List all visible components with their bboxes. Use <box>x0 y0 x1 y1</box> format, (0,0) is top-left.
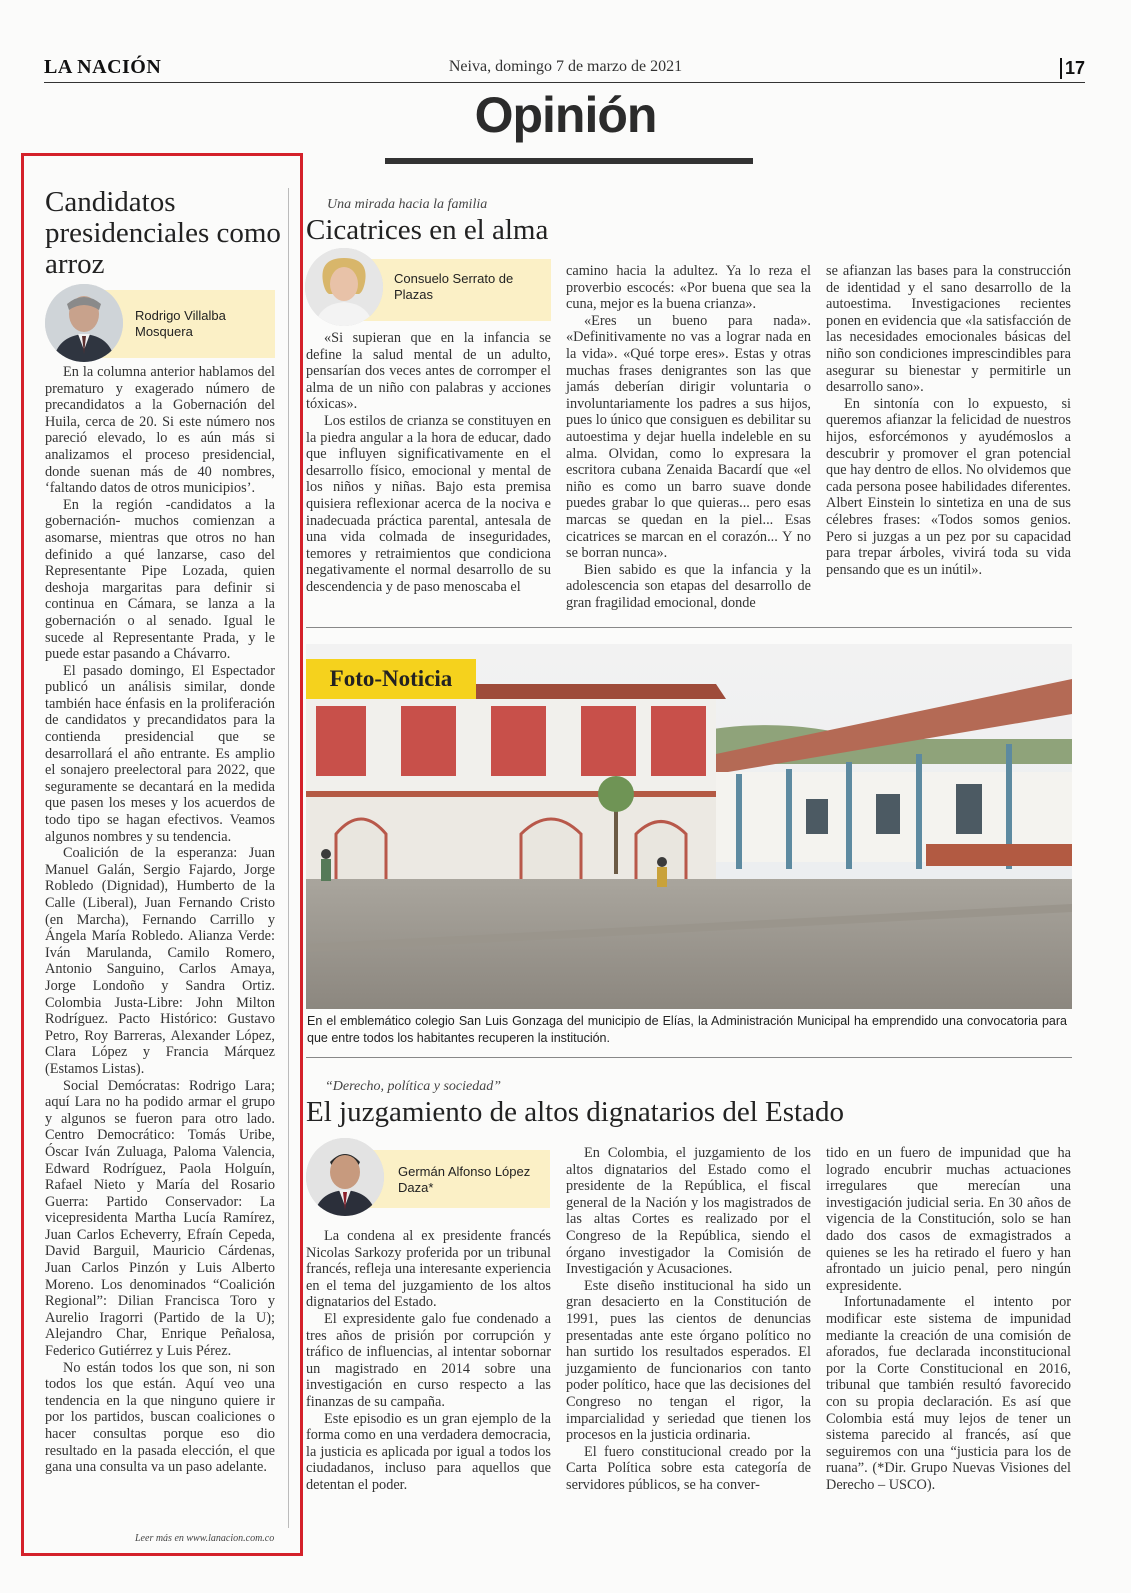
top-article-kicker: Una mirada hacia la familia <box>327 197 488 212</box>
section-divider <box>306 627 1072 628</box>
section-title: Opinión <box>474 87 657 143</box>
header-rule <box>44 82 1085 83</box>
section-divider <box>306 1057 1072 1058</box>
paragraph: se afianzan las bases para la construcción de identidad y el sano desarrollo de la autoestima. Investigaciones recientes ponen en evidencia que «la satisfacción de las necesidades emocionales básicas del niño son condiciones imprescindibles para asegurar su bienestar y permitirle un desarrollo sano». <box>826 263 1071 396</box>
paragraph: Los estilos de crianza se constituyen en la piedra angular a la hora de educar, dado que influyen significativamente en el desarrollo físico, emocional y mental de los niños y niñas. Bajo esta premisa quisiera reflexionar acerca de la nociva e inadecuada práctica parental, antesala de una vida colmada de inseguridades, temores y retraimientos que condiciona negativamente el normal desarrollo de su descendencia y de paso menoscaba el <box>306 412 551 595</box>
read-more-link[interactable]: Leer más en www.lanacion.com.co <box>135 1533 275 1544</box>
left-article-author: Rodrigo Villalba Mosquera <box>135 308 226 339</box>
paragraph: La condena al ex presidente francés Nicolas Sarkozy proferida por un tribunal francés, refleja una interesante experiencia en el tema del juzgamiento de los altos dignatarios del Estado. <box>306 1228 551 1311</box>
section-underline <box>385 158 753 164</box>
paragraph: Infortunadamente el intento por modificar este sistema de impunidad mediante la creación de una comisión de aforados, fue declarada inconstitucional por la Corte Constitucional en 2016, tribunal que también resultó favorecido con su propia declaración. Es así que Colombia está muy lejos de tener un sistema parecido al francés, así que seguiremos con una “justicia para los de ruana”. (*Dir. Grupo Nuevas Visiones del Derecho – USCO). <box>826 1294 1071 1493</box>
bottom-article-author: Germán Alfonso López Daza* <box>398 1164 531 1195</box>
top-article-title: Cicatrices en el alma <box>306 214 549 246</box>
bottom-article-title: El juzgamiento de altos dignatarios del Estado <box>306 1096 844 1128</box>
masthead-logo: LA NACIÓN <box>44 56 162 78</box>
paragraph: Este episodio es un gran ejemplo de la forma como en una verdadera democracia, la justicia es aplicada por igual a todos los ciudadanos, incluso para aquellos que detentan el poder. <box>306 1410 551 1493</box>
paragraph: Coalición de la esperanza: Juan Manuel Galán, Sergio Fajardo, Jorge Robledo (Dignidad), Humberto de la Calle (Liberal), Juan Fernando Cristo (en Marcha), Fernando Carrillo y Ángela María Robledo. Alianza Verde: Iván Marulanda, Camilo Romero, Antonio Sanguino, Carlos Amaya, Jorge Londoño y Sandra Ortiz. Colombia Justa-Libre: John Milton Rodríguez. Pacto Histórico: Gustavo Petro, Roy Barreras, Alexander López, Clara López y Francia Márquez (Estamos Listas). <box>45 845 275 1077</box>
paragraph: El expresidente galo fue condenado a tres años de prisión por corrupción y tráfico de influencias, al intentar sobornar un magistrado en 2014 sobre una investigación en curso respecto a las finanzas de su campaña. <box>306 1310 551 1410</box>
paragraph: En sintonía con lo expuesto, si queremos afianzar la felicidad de nuestros hijos, esforcémonos y ayudémoslos a descubrir y promover el gran potencial que hay dentro de ellos. No olvidemos que cada persona posee habilidades diferentes. Albert Einstein lo sintetiza en una de sus célebres frases: «Todos somos genios. Pero si juzgas a un pez por su capacidad para trepar árboles, vivirá toda su vida pensando que es un inútil». <box>826 395 1071 578</box>
paragraph: Social Demócratas: Rodrigo Lara; aquí Lara no ha podido armar el grupo y algunos se fueron para otro lado. Centro Democrático: Tomás Uribe, Óscar Iván Zuluaga, Paloma Valencia, Edward Rodríguez, Paola Holguín, Rafael Nieto y María del Rosario Guerra: Partido Conservador: La vicepresidenta Martha Lucía Ramírez, Juan Carlos Echeverry, Efraín Cepeda, David Barguil, Mauricio Cárdenas, Juan Carlos Pinzón y Luis Alberto Moreno. Los denominados “Coalición Regional”: Dilian Francisca Toro y Aurelio Iragorri (Partido de la U); Alejandro Char, Enrique Peñalosa, Federico Gutiérrez y Luis Pérez. <box>45 1077 275 1360</box>
photo-news-tag: Foto-Noticia <box>306 659 476 699</box>
paragraph: El pasado domingo, El Espectador publicó un análisis similar, donde también hace énfasis en la proliferación de candidatos y precandidatos para la contienda presidencial que se desarrollará el año entrante. Es amplio el sonajero preelectoral para 2022, que seguramente se decantará en la medida que pasen los meses y los acuerdos de todo tipo se hagan efectivos. Veamos algunos nombres y su tendencia. <box>45 662 275 845</box>
paragraph: En la región -candidatos a la gobernación- muchos comienzan a asomarse, mientras que otros no han definido a qué lanzarse, caso del Representante Pipe Lozada, quien deshoja margaritas para definir si continua en Cámara, se lanza a la gobernación o al senado. Igual le sucede al Representante Prada, y le puede estar pasando a Chávarro. <box>45 496 275 663</box>
paragraph: No están todos los que son, ni son todos los que están. Aquí veo una tendencia en la que ninguno quiere ir por los partidos, buscan coaliciones o hacer consultas porque eso dio resultado en la pasada elección, el que gana una consulta va un paso adelante. <box>45 1359 275 1476</box>
paragraph: tido en un fuero de impunidad que ha logrado encubrir muchas actuaciones irregulares que merecían una investigación judicial seria. En 30 años de vigencia de la Constitución, solo se han dado dos casos de exmagistrados a quienes se les ha retirado el fuero y han afrontado un juicio penal, pero ningún expresidente. <box>826 1145 1071 1294</box>
author-photo-avatar <box>45 284 123 362</box>
column-divider <box>288 188 289 1528</box>
paragraph: El fuero constitucional creado por la Carta Política sobre esta categoría de servidores públicos, se ha conver- <box>566 1443 811 1493</box>
top-article-col1 <box>306 330 551 596</box>
top-article-col3 <box>826 263 1071 578</box>
bottom-article-col2 <box>566 1145 811 1493</box>
paragraph: camino hacia la adultez. Ya lo reza el proverbio escocés: «Por buena que sea la cuna, mejor es la buena crianza». <box>566 263 811 313</box>
author-photo-avatar <box>306 1138 384 1216</box>
top-article-col2 <box>566 263 811 611</box>
photo-caption: En el emblemático colegio San Luis Gonzaga del municipio de Elías, la Administración Municipal ha emprendido una convocatoria para que entre todos los habitantes recuperen la institución. <box>307 1014 1067 1045</box>
top-article-author: Consuelo Serrato de Plazas <box>394 271 514 302</box>
paragraph: En la columna anterior hablamos del prematuro y exagerado número de precandidatos a la Gobernación del Huila, cerca de 20. Si este número nos pareció elevado, lo es aún más si analizamos el proceso presidencial, donde suenan más de 40 nombres, ‘faltando datos de otros municipios’. <box>45 364 275 497</box>
bottom-article-kicker: “Derecho, política y sociedad” <box>325 1079 502 1094</box>
bottom-article-col3 <box>826 1145 1071 1493</box>
page-number: 17 <box>1060 58 1085 79</box>
left-article-body <box>45 364 275 1476</box>
left-article-title: Candidatos presidenciales como arroz <box>45 186 281 280</box>
bottom-article-col1 <box>306 1228 551 1494</box>
paragraph: «Eres un bueno para nada». «Definitivamente no vas a lograr nada en la vida». «Qué torpe eres». Estas y otras muchas frases denigrantes son las que jamás deberían dirigir voluntaria o involuntariamente los padres a sus hijos, pues lo único que consiguen es debilitar su autoestima y dejar huella indeleble en su alma. Olvidan, como lo expresara la escritora cubana Zenaida Bacardí que «el niño es como un barro suave donde puedes grabar lo que quieras... pero esas marcas se quedan en la piel... Esas cicatrices se marcan en el corazón... Y no se borran nunca». <box>566 312 811 562</box>
paragraph: «Si supieran que en la infancia se define la salud mental de un adulto, pensarían dos veces antes de corromper el alma de un niño con palabras y acciones tóxicas». <box>306 330 551 413</box>
paragraph: En Colombia, el juzgamiento de los altos dignatarios del Estado como el presidente de la República, el fiscal general de la Nación y los magistrados de las altas Cortes es realizado por el Congreso de la República, siendo el órgano investigador la Comisión de Investigación y Acusaciones. <box>566 1145 811 1278</box>
author-photo-avatar <box>305 248 383 326</box>
dateline: Neiva, domingo 7 de marzo de 2021 <box>448 58 683 75</box>
paragraph: Bien sabido es que la infancia y la adolescencia son etapas del desarrollo de gran fragilidad emocional, donde <box>566 561 811 611</box>
paragraph: Este diseño institucional ha sido un gran desacierto en la Constitución de 1991, pues las cientos de denuncias presentadas ante este órgano político no han surtido los resultados esperados. El juzgamiento de funcionarios con tanto poder político, hace que las decisiones del Congreso no tengan el rigor, la imparcialidad y seriedad que tienen los procesos en la justicia ordinaria. <box>566 1277 811 1444</box>
